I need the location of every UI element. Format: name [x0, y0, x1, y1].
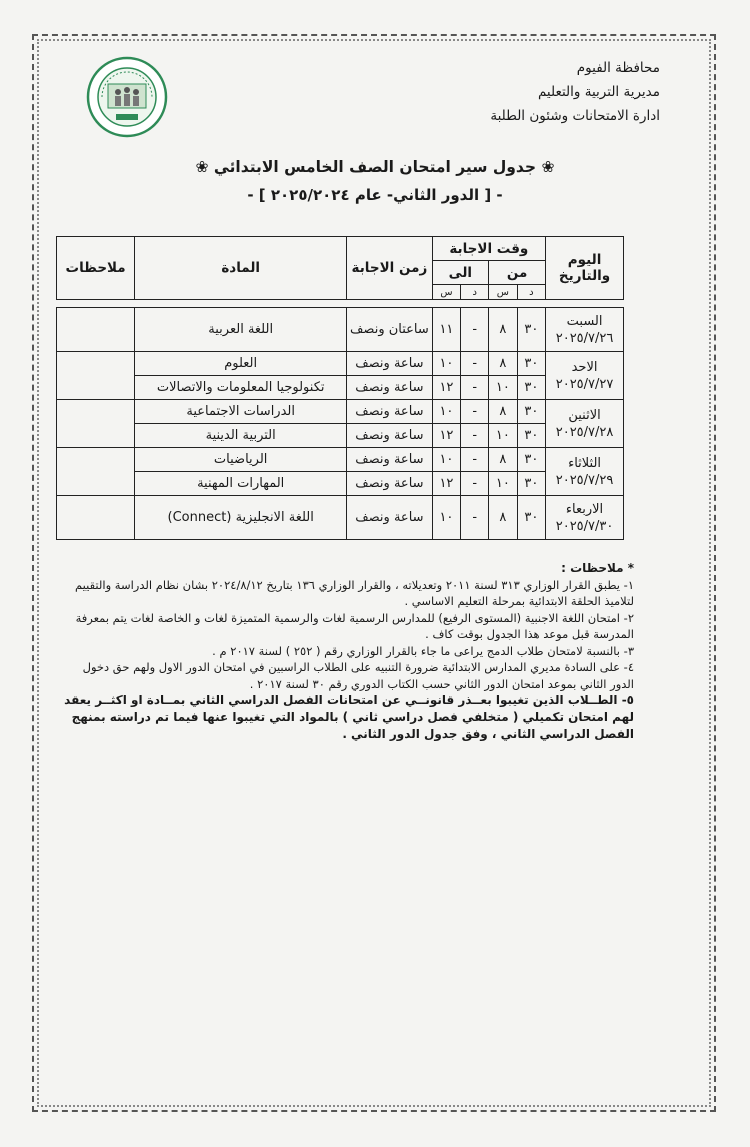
- from-hour: ٨: [489, 400, 518, 424]
- to-minute: -: [461, 472, 489, 496]
- duration-cell: ساعة ونصف: [347, 472, 432, 496]
- to-hour: ١٠: [432, 496, 461, 540]
- notes-cell: [57, 308, 135, 352]
- header-duration: زمن الاجابة: [347, 237, 432, 300]
- from-minute: ٣٠: [517, 448, 546, 472]
- note-1: ١- يطبق القرار الوزاري ٣١٣ لسنة ٢٠١١ وتعديلاته ، والقرار الوزاري ١٣٦ بتاريخ ٢٠٢٤/٨/١٢ بشان نظام الدراسة والتقييم لتلاميذ الحلقة الابتدائية بمرحلة التعليم الاساسي .: [75, 577, 634, 608]
- notes-section: [58, 560, 634, 743]
- duration-cell: ساعة ونصف: [347, 448, 432, 472]
- to-hour: ١١: [432, 308, 461, 352]
- from-hour: ٨: [489, 308, 518, 352]
- page-subtitle: - [ الدور الثاني- عام ٢٠٢٥/٢٠٢٤ ] -: [247, 186, 503, 204]
- subject-cell: الرياضيات: [135, 448, 347, 472]
- to-minute: -: [461, 308, 489, 352]
- day-cell: الاربعاء ٢٠٢٥/٧/٣٠: [546, 496, 624, 540]
- table-row: [57, 308, 624, 352]
- from-hour: ١٠: [489, 472, 518, 496]
- from-minute: ٣٠: [517, 496, 546, 540]
- day-cell: الثلاثاء ٢٠٢٥/٧/٢٩: [546, 448, 624, 496]
- from-minute: ٣٠: [517, 308, 546, 352]
- to-minute: -: [461, 352, 489, 376]
- note-3: ٣- بالنسبة لامتحان طلاب الدمج يراعى ما جاء بالقرار الوزاري رقم ( ٢٥٢ ) لسنة ٢٠١٧ م .: [212, 643, 634, 658]
- from-hour: ٨: [489, 448, 518, 472]
- note-4: ٤- على السادة مديري المدارس الابتدائية ضرورة التنبيه على الطلاب الراسبين في امتحان الدور الاول ولهم حق دخول الدور الثاني بموعد امتحان الدور الثاني حسب الكتاب الدوري رقم ٣٠ لسنة ٢٠١٧ .: [82, 660, 634, 691]
- table-row: [57, 424, 624, 448]
- table-row: [57, 496, 624, 540]
- header-subject: المادة: [135, 237, 347, 300]
- duration-cell: ساعة ونصف: [347, 352, 432, 376]
- to-minute: -: [461, 400, 489, 424]
- from-minute: ٣٠: [517, 424, 546, 448]
- from-hour: ٨: [489, 352, 518, 376]
- table-row: [57, 472, 624, 496]
- header-answer-time: وقت الاجابة: [432, 237, 546, 261]
- directorate-line: مديرية التربية والتعليم: [537, 84, 660, 100]
- notes-heading: * ملاحظات :: [561, 561, 634, 575]
- exam-schedule-table: [56, 236, 624, 540]
- duration-cell: ساعتان ونصف: [347, 308, 432, 352]
- notes-cell: [57, 352, 135, 400]
- unit-hour: س: [432, 285, 461, 300]
- duration-cell: ساعة ونصف: [347, 496, 432, 540]
- duration-cell: ساعة ونصف: [347, 376, 432, 400]
- from-minute: ٣٠: [517, 376, 546, 400]
- to-hour: ١٠: [432, 400, 461, 424]
- notes-cell: [57, 400, 135, 448]
- to-minute: -: [461, 424, 489, 448]
- from-hour: ١٠: [489, 424, 518, 448]
- governorate-line: محافظة الفيوم: [576, 60, 660, 76]
- table-row: [57, 400, 624, 424]
- from-minute: ٣٠: [517, 400, 546, 424]
- header-notes: ملاحظات: [57, 237, 135, 300]
- subject-cell: المهارات المهنية: [135, 472, 347, 496]
- day-cell: الاحد ٢٠٢٥/٧/٢٧: [546, 352, 624, 400]
- notes-cell: [57, 496, 135, 540]
- header-day-date: اليوم والتاريخ: [546, 237, 624, 300]
- notes-cell: [57, 448, 135, 496]
- from-minute: ٣٠: [517, 472, 546, 496]
- unit-minute: د: [517, 285, 546, 300]
- unit-hour: س: [489, 285, 518, 300]
- to-hour: ١٢: [432, 424, 461, 448]
- table-row: [57, 376, 624, 400]
- to-minute: -: [461, 496, 489, 540]
- seal-icon: [86, 56, 168, 138]
- table-row: [57, 448, 624, 472]
- duration-cell: ساعة ونصف: [347, 400, 432, 424]
- unit-minute: د: [461, 285, 489, 300]
- issuer-header: [490, 56, 660, 128]
- table-row: [57, 352, 624, 376]
- page-title: ❀ جدول سير امتحان الصف الخامس الابتدائي ❀: [195, 158, 555, 176]
- subject-cell: الدراسات الاجتماعية: [135, 400, 347, 424]
- subject-cell: تكنولوجيا المعلومات والاتصالات: [135, 376, 347, 400]
- from-hour: ٨: [489, 496, 518, 540]
- from-hour: ١٠: [489, 376, 518, 400]
- subject-cell: اللغة العربية: [135, 308, 347, 352]
- to-hour: ١٠: [432, 448, 461, 472]
- from-minute: ٣٠: [517, 352, 546, 376]
- to-minute: -: [461, 448, 489, 472]
- department-line: ادارة الامتحانات وشئون الطلبة: [490, 108, 660, 124]
- to-hour: ١٠: [432, 352, 461, 376]
- duration-cell: ساعة ونصف: [347, 424, 432, 448]
- to-minute: -: [461, 376, 489, 400]
- to-hour: ١٢: [432, 376, 461, 400]
- header-to: الى: [432, 261, 488, 285]
- note-5: ٥- الطــلاب الذين تغيبوا بعــذر قانونــي عن امتحانات الفصل الدراسي الثاني بمــادة او اكثــر يعقد لهم امتحان تكميلي ( متخلفي فصل دراسي ثاني ) بالمواد التي تغيبوا عنها فيما تم دراسته بمنهج الفصل الدراسي الثاني ، وفق جدول الدور الثاني .: [64, 693, 634, 741]
- note-2: ٢- امتحان اللغة الاجنبية (المستوى الرفيع) للمدارس الرسمية لغات والرسمية المتميزة لغات و الخاصة لغات يتم بمعرفة المدرسة قبل موعد هذا الجدول بوقت كاف .: [75, 610, 634, 641]
- to-hour: ١٢: [432, 472, 461, 496]
- day-cell: السبت ٢٠٢٥/٧/٢٦: [546, 308, 624, 352]
- header-from: من: [489, 261, 546, 285]
- day-cell: الاثنين ٢٠٢٥/٧/٢٨: [546, 400, 624, 448]
- subject-cell: التربية الدينية: [135, 424, 347, 448]
- subject-cell: اللغة الانجليزية (Connect): [135, 496, 347, 540]
- subject-cell: العلوم: [135, 352, 347, 376]
